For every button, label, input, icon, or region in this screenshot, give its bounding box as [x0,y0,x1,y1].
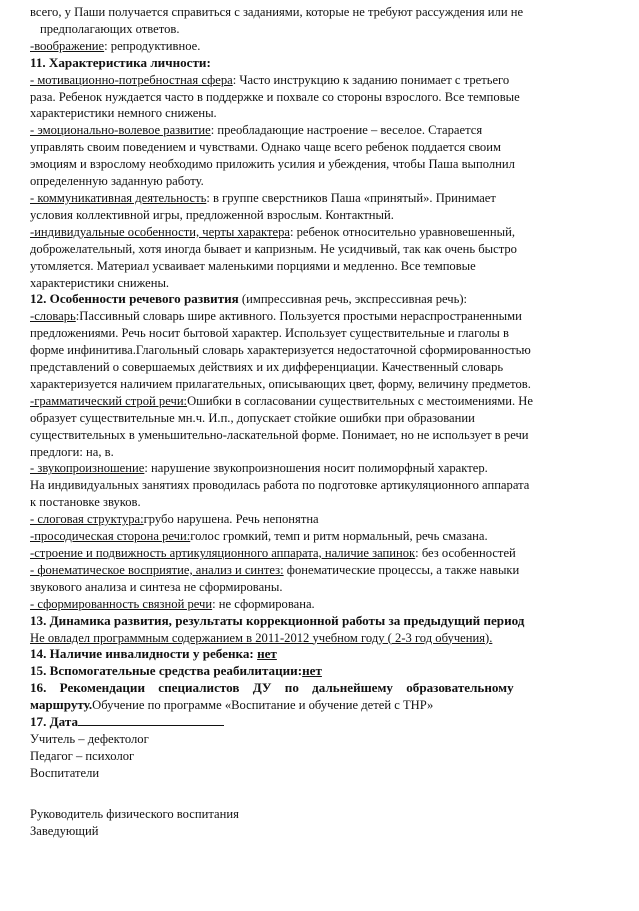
section-16-text: Обучение по программе «Воспитание и обучение детей с ТНР» [92,698,434,713]
vocabulary-text: :Пассивный словарь шире активного. Пользуется простыми нераспространенными [75,309,522,324]
syllable-text: грубо нарушена. Речь непонятна [143,512,319,527]
text-line: На индивидуальных занятиях проводилась работа по подготовке артикуляционного аппарата [30,478,530,493]
grammar-line [30,393,611,410]
text-line: всего, у Паши получается справиться с заданиями, которые не требуют рассуждения или не [30,5,524,19]
section-16-title: 16. Рекомендации специалистов ДУ по дальнейшему образовательному [30,680,514,696]
section-14-value: нет [257,646,277,662]
section-13-text: Не овладел программным содержанием в 2011-2012 учебном году ( 2-3 год обучения). [30,630,493,645]
section-15-value: нет [302,663,322,679]
syllable-line [30,511,611,528]
section-12-title: 12. Особенности речевого развития [30,291,239,307]
emotional-line [30,122,611,139]
phonemic-text: фонематические процессы, а также навыки [283,562,520,577]
text-line: эмоциям и взрослому необходимо приложить усилия и убеждения, чтобы Паша выполнил [30,157,515,172]
text-line: предполагающих ответов. [40,21,180,36]
emotional-text: : преобладающие настроение – веселое. Старается [210,123,483,138]
signature-educators: Воспитатели [30,765,100,780]
imagination-text: : репродуктивное. [104,38,201,53]
communicative-label: - коммуникативная деятельность [30,190,207,205]
text-line: образует существительные мн.ч. И.п., допускает стойкие ошибки при образовании [30,410,475,425]
text-line: характеристики немного снижены. [30,106,217,121]
section-14-line [30,646,611,663]
text-line: форме инфинитива.Глагольный словарь характеризуется недостаточной сформированностью [30,343,531,358]
motivation-label: - мотивационно-потребностная сфера [30,72,233,87]
date-blank [78,714,224,726]
sound-text: : нарушение звукопроизношения носит полиморфный характер. [144,461,488,476]
phonemic-label: - фонематическое восприятие, анализ и синтез: [30,562,284,577]
individual-text: : ребенок относительно уравновешенный, [289,224,516,239]
signature-psychologist: Педагог – психолог [30,748,135,763]
text-line: предложениями. Речь носит бытовой характер. Использует существительные и глаголы в [30,326,509,341]
text-line: условия коллективной игры, предложенной взрослым. Контактный. [30,207,394,222]
signature-pe-head: Руководитель физического воспитания [30,806,239,821]
emotional-label: - эмоционально-волевое развитие [30,123,211,138]
imagination-line [30,38,611,55]
section-12-note: (импрессивная речь, экспрессивная речь): [238,292,468,307]
individual-label: -индивидуальные особенности, черты характера [30,224,290,239]
section-17-line [30,714,611,731]
motivation-line [30,72,611,89]
articulation-label: -строение и подвижность артикуляционного аппарата, наличие запинок [30,546,416,560]
grammar-label: -грамматический строй речи: [30,393,188,408]
section-15-title: 15. Вспомогательные средства реабилитации: [30,663,303,679]
section-17-title: 17. Дата [30,714,78,730]
text-line: существительных в уменьшительно-ласкательной форме. Понимает, но не использует в речи [30,427,529,442]
sound-line [30,460,611,477]
imagination-label: -воображение [30,38,105,53]
spacer [30,782,611,806]
section-16-line [30,697,611,714]
phonemic-line [30,562,611,579]
coherent-speech-label: - сформированность связной речи [30,596,213,611]
signature-teacher: Учитель – дефектолог [30,731,149,746]
coherent-speech-text: : не сформирована. [212,596,315,611]
text-line: к постановке звуков. [30,495,141,510]
prosody-text: голос громкий, темп и ритм нормальный, речь смазана. [190,529,488,544]
text-line: характеристики снижены. [30,275,170,290]
articulation-text: : без особенностей [415,546,516,560]
text-line: определенную заданную работу. [30,174,204,189]
sound-label: - звукопроизношение [30,461,145,476]
section-14-title: 14. Наличие инвалидности у ребенка: [30,646,258,662]
vocabulary-line [30,308,611,325]
section-13-title: 13. Динамика развития, результаты коррекционной работы за предыдущий период [30,612,525,628]
signature-director: Заведующий [30,823,99,838]
communicative-line [30,190,611,207]
individual-line [30,224,611,241]
text-line: звукового анализа и синтеза не сформированы. [30,579,283,594]
grammar-text: Ошибки в согласовании существительных с местоимениями. Не [187,393,533,408]
text-line: утомляется. Материал усваивает маленькими порциями и медленно. Все темповые [30,258,476,273]
text-line: раза. Ребенок нуждается часто в поддержке и похвале со стороны взрослого. Все темповые [30,89,520,104]
communicative-text: : в группе сверстников Паша «принятый». Принимает [206,190,496,205]
section-16-title-cont: маршруту. [30,697,93,713]
section-11-title: 11. Характеристика личности: [30,54,211,70]
motivation-text: : Часто инструкцию к заданию понимает с третьего [232,72,510,87]
vocabulary-label: -словарь [30,309,76,324]
syllable-label: - слоговая структура: [30,512,144,527]
section-12-heading [30,291,611,308]
text-line: доброжелательный, хотя иногда бывает и капризным. Не усидчивый, так как очень быстро [30,241,517,256]
prosody-line [30,528,611,545]
text-line: управлять своим поведением и чувствами. Однако чаще всего ребенок поддается своим [30,140,501,155]
coherent-speech-line [30,596,611,613]
text-line: характеризуется наличием прилагательных, описывающих цвет, форму, величину предметов. [30,376,531,391]
prosody-label: -просодическая сторона речи: [30,529,191,544]
section-15-line [30,663,611,680]
articulation-line [30,545,611,562]
text-line: предлоги: на, в. [30,444,114,459]
text-line: представлений о совершаемых действиях и их дифференциации. Качественный словарь [30,360,504,375]
